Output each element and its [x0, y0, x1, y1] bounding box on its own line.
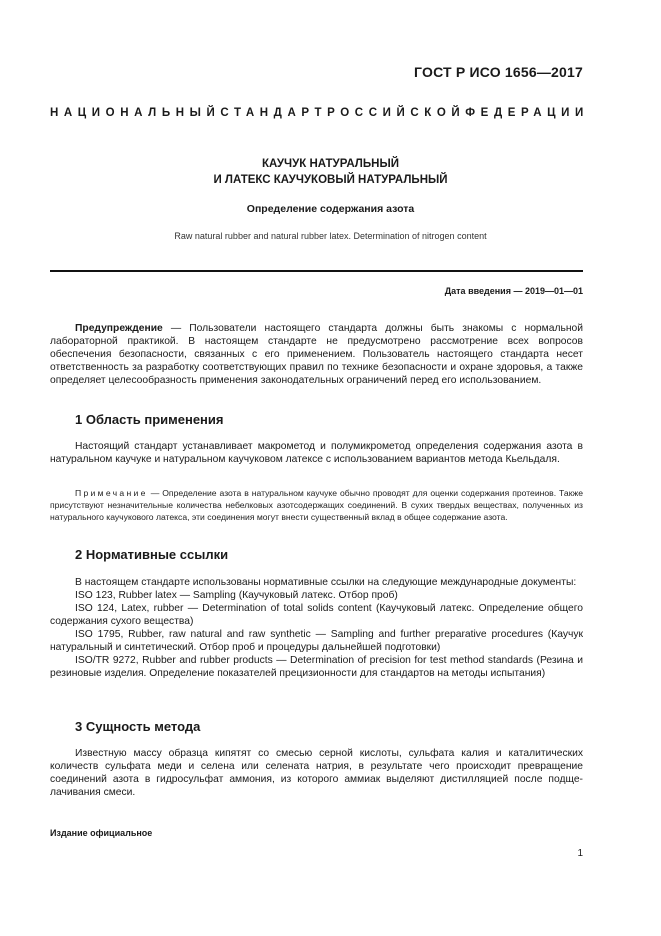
section-3-heading: 3 Сущность метода [75, 719, 201, 734]
title-line-2: И ЛАТЕКС КАУЧУКОВЫЙ НАТУРАЛЬНЫЙ [213, 174, 448, 186]
section-3-paragraph: Известную массу образца кипятят со смесью серной кислоты, сульфата калия и каталитических количеств сульфата меди и селена или селената натрия, в результате чего происходит превращение соединений азота в гидросульфат аммония, из которого аммиак выделяют дистилляцией после подще-лачивания смеси. [50, 748, 583, 798]
introduction-date: Дата введения — 2019—01—01 [444, 286, 583, 296]
title-divider [50, 270, 583, 272]
section-1-paragraph: Настоящий стандарт устанавливает макрометод и полумикрометод определения содержания азота в натуральном каучуке и натуральном каучуковом латексе с использованием вариантов метода Кьельдаля. [50, 441, 583, 465]
warning-paragraph [50, 322, 583, 387]
document-title [0, 156, 661, 188]
document-subtitle: Определение содержания азота [246, 203, 415, 215]
standard-banner [50, 107, 589, 119]
section-2-text [50, 576, 583, 680]
section-3-text [50, 747, 583, 799]
section-1-heading: 1 Область применения [75, 412, 224, 427]
banner-word: НАЦИОНАЛЬНЫЙ [50, 107, 221, 119]
reference-item: ISO/TR 9272, Rubber and rubber products — Determination of precision for test method standards (Резина и резиновые изделия. Определение показателей прецизионности для стандартов на методы испытания) [50, 655, 583, 679]
section-1-note [50, 487, 583, 523]
banner-word: ФЕДЕРАЦИИ [465, 107, 589, 119]
document-code: ГОСТ Р ИСО 1656—2017 [414, 64, 583, 80]
title-line-1: КАУЧУК НАТУРАЛЬНЫЙ [262, 158, 399, 170]
note-label: Примечание [75, 488, 148, 498]
section-1-text [50, 440, 583, 466]
reference-item: ISO 124, Latex, rubber — Determination of total solids content (Каучуковый латекс. Определение общего содержания сухого вещества) [50, 603, 583, 627]
page-number: 1 [577, 848, 583, 859]
warning-text: — Пользователи настоящего стандарта должны быть знакомы с нормальной лабораторной практикой. В настоящем стандарте не предусмотрено рассмотрение всех вопросов обеспечения безопасности, связанных с его применением. Пользователь настоящего стандарта несет ответственность за разработку соответствующих правил по технике безопасности и охране здоровья, а также определяет целесообразность применения законодательных ограничений перед его использованием. [50, 323, 583, 386]
reference-item: ISO 123, Rubber latex — Sampling (Каучуковый латекс. Отбор проб) [75, 590, 398, 601]
section-2-intro: В настоящем стандарте использованы нормативные ссылки на следующие международные документы: [75, 577, 577, 588]
reference-item: ISO 1795, Rubber, raw natural and raw synthetic — Sampling and further preparative procedures (Каучук натуральный и синтетический. Отбор проб и процедуры дальнейшей подготовки) [50, 629, 583, 653]
banner-word: РОССИЙСКОЙ [327, 107, 466, 119]
warning-label: Предупреждение [75, 323, 163, 334]
section-2-heading: 2 Нормативные ссылки [75, 547, 229, 562]
edition-label: Издание официальное [50, 828, 153, 838]
banner-word: СТАНДАРТ [220, 107, 328, 119]
english-title: Raw natural rubber and natural rubber latex. Determination of nitrogen content [174, 231, 487, 241]
note-text: — Определение азота в натуральном каучуке обычно проводят для оценки содержания протеинов. Также присутствуют незначительные количества небелковых азотсодержащих соединений. В сухих твердых веществах, полученных из натурального каучукового латекса, эти соединения могут внести существенный вклад в общее содержание азота. [50, 488, 583, 522]
